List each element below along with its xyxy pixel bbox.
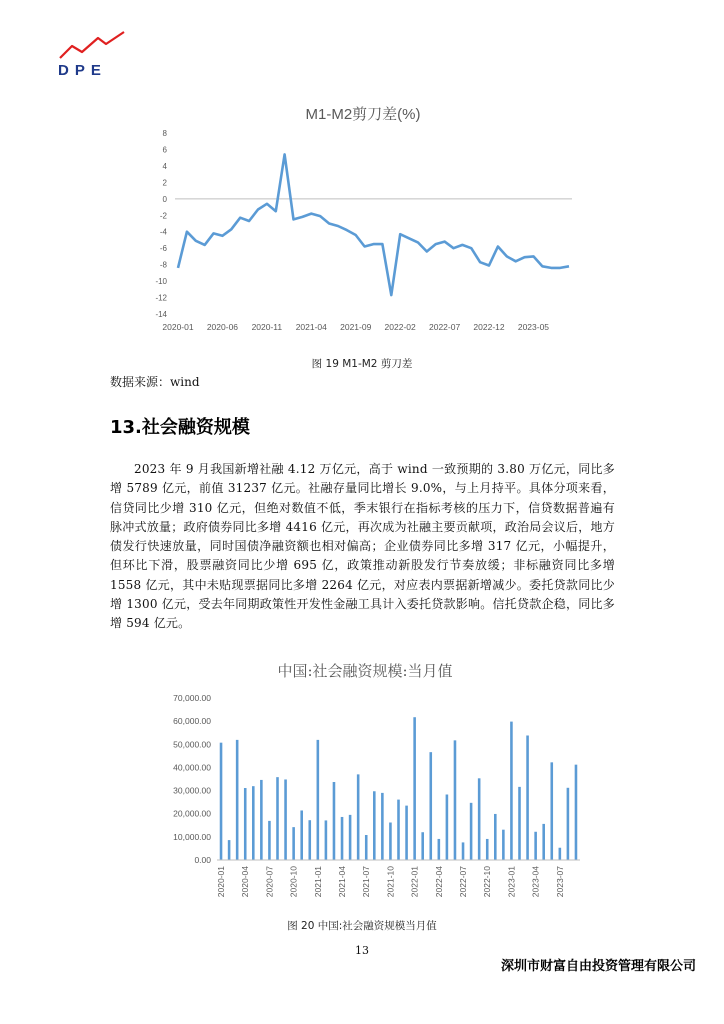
x-tick-label: 2023-07	[554, 866, 565, 898]
y-tick-label: -2	[159, 211, 167, 221]
bar	[244, 788, 247, 860]
x-tick-label: 2022-01	[409, 866, 420, 898]
bar	[542, 824, 545, 860]
bar	[438, 839, 441, 860]
x-tick-label: 2021-10	[385, 866, 396, 898]
bar	[421, 832, 424, 860]
x-tick-label: 2020-11	[251, 322, 283, 332]
x-tick-label: 2023-05	[517, 322, 550, 332]
bar	[478, 778, 481, 860]
bar	[550, 762, 553, 860]
x-tick-label: 2022-02	[384, 322, 416, 332]
y-tick-label: 10,000.00	[173, 831, 211, 842]
y-tick-label: 20,000.00	[173, 808, 211, 819]
page-number: 13	[355, 944, 369, 957]
bar	[405, 806, 408, 860]
bar	[397, 800, 400, 860]
figure20-caption: 图 20 中国:社会融资规模当月值	[287, 920, 437, 932]
y-tick-label: 2	[162, 178, 167, 188]
bar	[559, 848, 562, 860]
y-tick-label: 4	[162, 161, 167, 171]
bar	[413, 717, 416, 860]
bar	[446, 795, 449, 860]
bar	[292, 827, 295, 860]
bar	[518, 787, 521, 860]
y-tick-label: -4	[159, 227, 167, 237]
y-tick-label: 30,000.00	[173, 785, 211, 796]
bar	[534, 832, 537, 860]
figure19-title: M1-M2剪刀差(%)	[305, 106, 421, 123]
x-tick-label: 2022-04	[433, 866, 444, 898]
bar	[260, 780, 263, 860]
figure19-caption: 图 19 M1-M2 剪刀差	[311, 358, 413, 370]
bar	[284, 779, 287, 860]
bar	[317, 740, 320, 860]
y-tick-label: 8	[162, 129, 167, 138]
bar	[389, 823, 392, 860]
bar	[276, 777, 279, 860]
x-tick-label: 2022-12	[473, 322, 505, 332]
bar	[373, 791, 376, 860]
bar	[365, 835, 368, 860]
bar	[308, 820, 311, 860]
x-tick-label: 2020-01	[216, 866, 227, 898]
section-heading: 13.社会融资规模	[110, 417, 250, 438]
y-tick-label: -10	[155, 277, 167, 287]
y-tick-label: 0.00	[194, 855, 211, 865]
bar	[357, 774, 360, 860]
y-tick-label: 50,000.00	[173, 739, 211, 750]
bar	[454, 740, 457, 860]
x-tick-label: 2023-04	[530, 866, 541, 898]
bar	[567, 788, 570, 860]
bar	[502, 830, 505, 860]
bar	[228, 840, 231, 860]
x-tick-label: 2022-07	[458, 866, 469, 898]
bar	[333, 782, 336, 860]
x-tick-label: 2021-01	[312, 866, 323, 898]
bar	[236, 740, 239, 860]
bar	[575, 765, 578, 860]
x-tick-label: 2020-06	[206, 322, 239, 332]
bar	[300, 810, 303, 860]
y-tick-label: -6	[159, 244, 167, 254]
x-tick-label: 2021-07	[361, 866, 372, 898]
bar	[470, 803, 473, 860]
footer-company-name: 深圳市财富自由投资管理有限公司	[500, 959, 696, 974]
bar	[429, 752, 432, 860]
x-tick-label: 2020-07	[264, 866, 275, 898]
data-source: 数据来源：wind	[110, 375, 200, 389]
bar	[381, 793, 384, 860]
bar	[526, 735, 529, 860]
section-paragraph: 2023 年 9 月我国新增社融 4.12 万亿元，高于 wind 一致预期的 3.80 万亿元，同比多增 5789 亿元，前值 31237 亿元。社融存量同比增长 9.0%，与上月持平。具体分项来看，信贷同比少增 310 亿元，但绝对数值不低，季末银行在指标考核的压力下，信贷数据普遍有脉冲式放量；政府债券同比多增 4416 亿元，再次成为社融主要贡献项，政治局会议后，地方债发行快速放量，同时国债净融资额也相对偏高；企业债券同比多增 317 亿元，小幅提升，但环比下滑，股票融资同比少增 695 亿，政策推动新股发行节奏放缓；非标融资同比多增 1558 亿元，其中未贴现票据同比多增 2264 亿元，对应表内票据新增减少。委托贷款同比少增 1300 亿元，受去年同期政策性开发性金融工具计入委托贷款影响。信托贷款企稳，同比多增 594 亿元。	[110, 462, 615, 631]
logo-text: DPE	[58, 62, 107, 79]
y-tick-label: -8	[159, 260, 167, 270]
x-tick-label: 2021-04	[337, 866, 348, 898]
y-tick-label: 60,000.00	[173, 716, 211, 727]
bar	[220, 743, 223, 860]
x-tick-label: 2020-10	[288, 866, 299, 898]
y-tick-label: 0	[162, 194, 167, 204]
x-tick-label: 2021-09	[340, 322, 372, 332]
bar	[349, 815, 352, 860]
y-tick-label: 40,000.00	[173, 762, 211, 773]
bar	[486, 839, 489, 860]
x-tick-label: 2023-01	[506, 866, 517, 898]
y-tick-label: 70,000.00	[173, 693, 211, 703]
bar	[252, 786, 255, 860]
y-tick-label: -12	[155, 293, 167, 303]
x-tick-label: 2022-07	[428, 322, 461, 332]
x-tick-label: 2020-04	[240, 866, 251, 898]
bar	[510, 722, 513, 860]
y-tick-label: 6	[162, 145, 167, 155]
bar	[268, 821, 271, 860]
bar	[494, 814, 497, 860]
x-tick-label: 2020-01	[162, 322, 194, 332]
y-tick-label: -14	[155, 310, 167, 319]
bar	[462, 842, 465, 860]
x-tick-label: 2021-04	[295, 322, 327, 332]
x-tick-label: 2022-10	[482, 866, 493, 898]
figure20-title: 中国:社会融资规模:当月值	[277, 662, 453, 680]
bar	[325, 820, 328, 860]
bar	[341, 817, 344, 860]
